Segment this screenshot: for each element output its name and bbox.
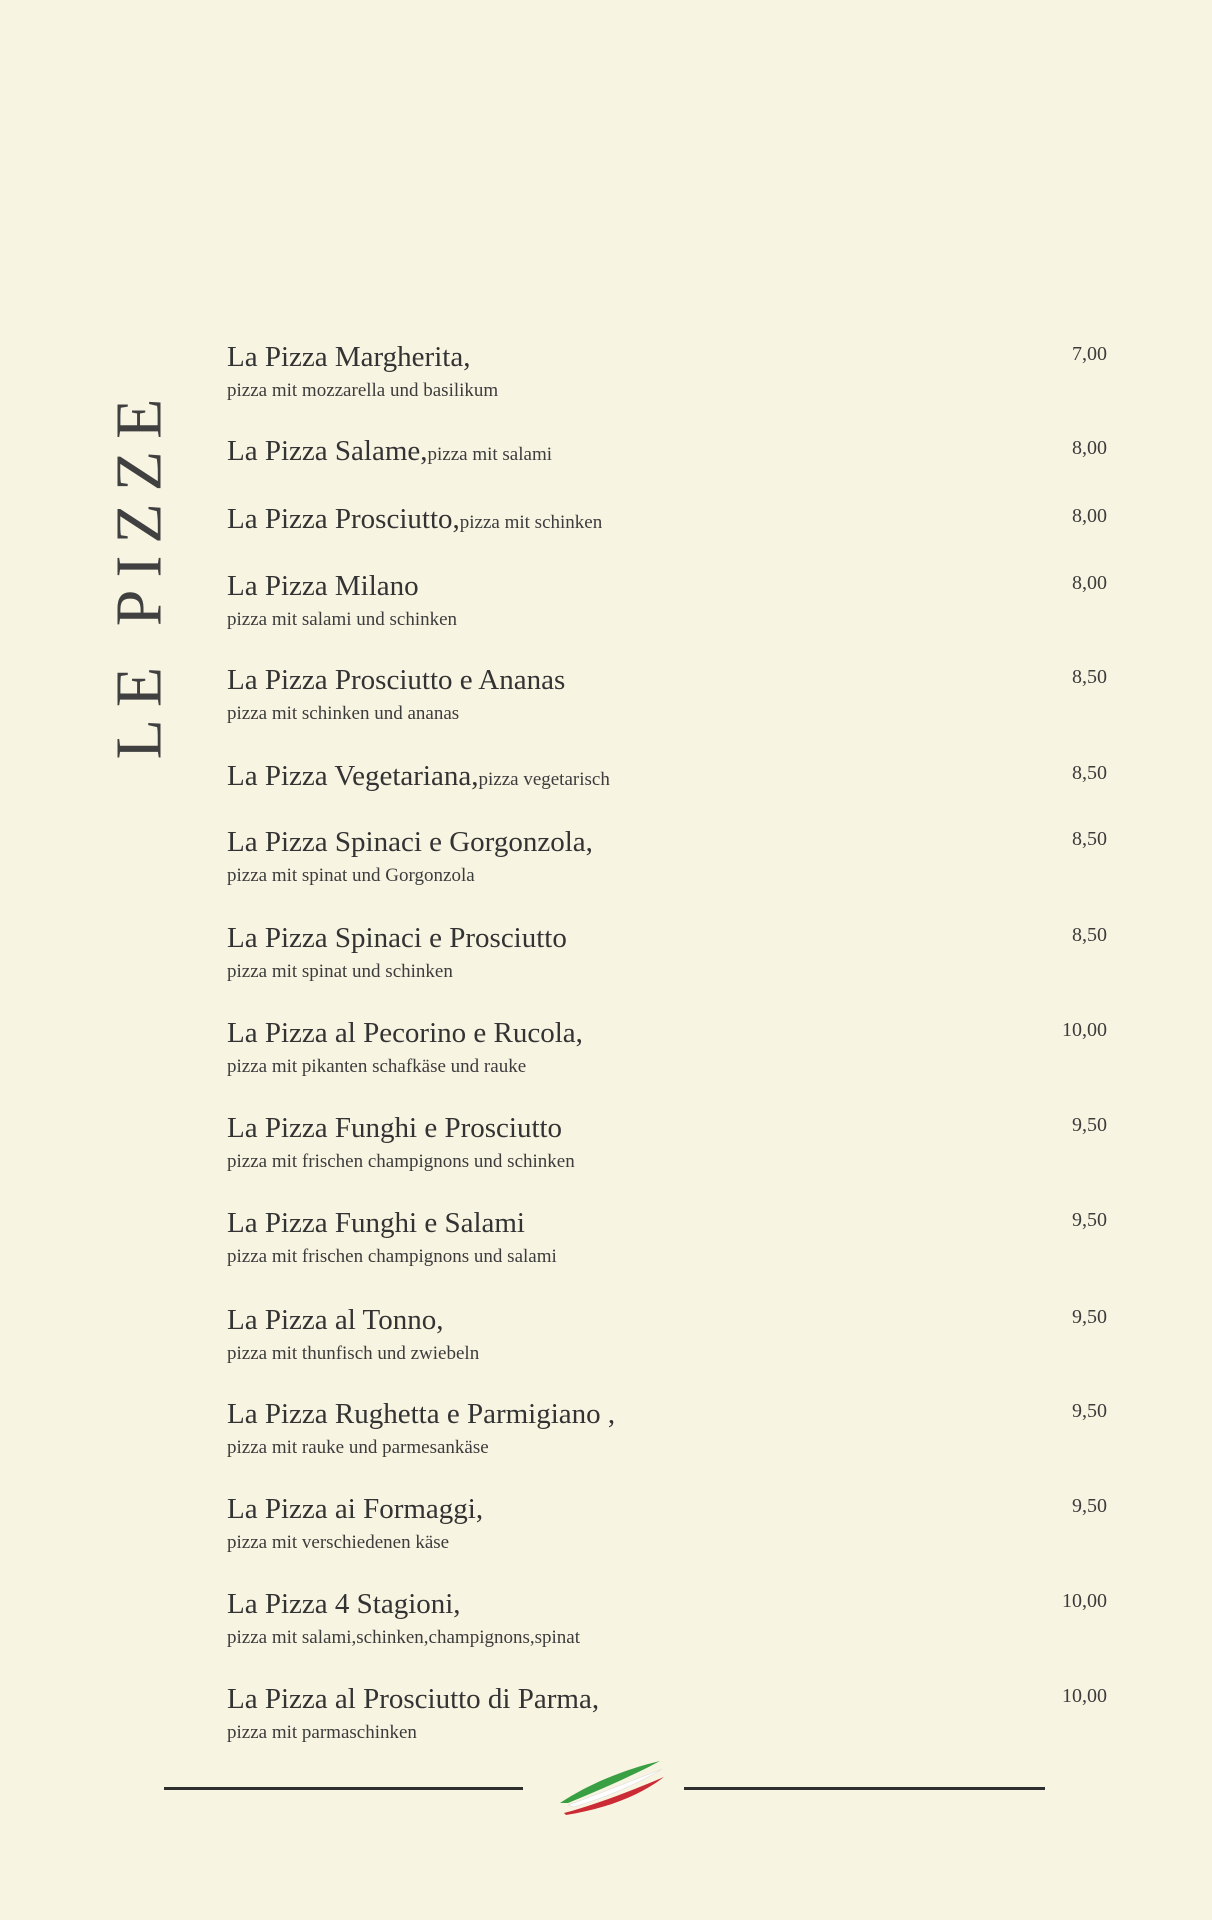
item-inline-desc: pizza mit schinken <box>459 512 603 533</box>
menu-item <box>227 1683 1107 1745</box>
item-name: La Pizza Prosciutto e Ananas <box>227 664 566 696</box>
menu-item <box>227 826 1107 888</box>
menu-item <box>227 1112 1107 1174</box>
item-name: La Pizza Salame,pizza mit salami <box>227 435 553 467</box>
item-name: La Pizza Prosciutto,pizza mit schinken <box>227 503 603 535</box>
item-price: 8,00 <box>1072 505 1107 527</box>
item-price: 10,00 <box>1062 1685 1107 1707</box>
item-description: pizza mit schinken und ananas <box>227 703 460 724</box>
item-description: pizza mit mozzarella und basilikum <box>227 380 499 401</box>
menu-item <box>227 760 1107 796</box>
item-price: 9,50 <box>1072 1495 1107 1517</box>
footer-divider-left <box>164 1787 523 1790</box>
item-name: La Pizza al Pecorino e Rucola, <box>227 1017 583 1049</box>
item-name: La Pizza Spinaci e Gorgonzola, <box>227 826 593 858</box>
item-name: La Pizza Rughetta e Parmigiano , <box>227 1398 616 1430</box>
menu-item <box>227 1588 1107 1650</box>
item-name: La Pizza 4 Stagioni, <box>227 1588 461 1620</box>
item-description: pizza mit frischen champignons und schinken <box>227 1151 575 1172</box>
item-name: La Pizza Spinaci e Prosciutto <box>227 922 567 954</box>
menu-item <box>227 1398 1107 1460</box>
section-title-text: LE PIZZE <box>102 386 176 759</box>
menu-item <box>227 570 1107 632</box>
item-description: pizza mit spinat und schinken <box>227 961 453 982</box>
item-description: pizza mit verschiedenen käse <box>227 1532 450 1553</box>
item-description: pizza mit frischen champignons und salami <box>227 1246 557 1267</box>
item-name: La Pizza Milano <box>227 570 419 602</box>
item-inline-desc: pizza vegetarisch <box>478 769 610 790</box>
menu-item <box>227 922 1107 984</box>
item-name: La Pizza ai Formaggi, <box>227 1493 484 1525</box>
menu-item <box>227 1017 1107 1079</box>
item-description: pizza mit salami,schinken,champignons,spinat <box>227 1627 581 1648</box>
item-description: pizza mit pikanten schafkäse und rauke <box>227 1056 527 1077</box>
item-price: 8,00 <box>1072 437 1107 459</box>
italian-flag-brushstroke-icon <box>556 1757 668 1817</box>
item-name: La Pizza Margherita, <box>227 341 471 373</box>
item-price: 9,50 <box>1072 1400 1107 1422</box>
item-name: La Pizza Vegetariana,pizza vegetarisch <box>227 760 610 792</box>
item-name: La Pizza Funghi e Salami <box>227 1207 525 1239</box>
item-price: 8,50 <box>1072 666 1107 688</box>
menu-item <box>227 341 1107 403</box>
item-inline-desc: pizza mit salami <box>427 444 553 465</box>
menu-item <box>227 503 1107 539</box>
item-description: pizza mit rauke und parmesankäse <box>227 1437 489 1458</box>
menu-item <box>227 1493 1107 1555</box>
item-price: 9,50 <box>1072 1114 1107 1136</box>
item-price: 8,50 <box>1072 762 1107 784</box>
item-description: pizza mit parmaschinken <box>227 1722 417 1743</box>
menu-item <box>227 664 1107 726</box>
menu-item <box>227 1304 1107 1366</box>
item-price: 9,50 <box>1072 1306 1107 1328</box>
item-price: 7,00 <box>1072 343 1107 365</box>
item-name: La Pizza Funghi e Prosciutto <box>227 1112 563 1144</box>
item-price: 9,50 <box>1072 1209 1107 1231</box>
item-price: 8,50 <box>1072 924 1107 946</box>
menu-item <box>227 435 1107 471</box>
item-price: 8,50 <box>1072 828 1107 850</box>
item-price: 10,00 <box>1062 1590 1107 1612</box>
section-title <box>102 335 176 810</box>
item-price: 10,00 <box>1062 1019 1107 1041</box>
item-name: La Pizza al Prosciutto di Parma, <box>227 1683 600 1715</box>
footer-divider-right <box>684 1787 1045 1790</box>
item-description: pizza mit thunfisch und zwiebeln <box>227 1343 480 1364</box>
item-price: 8,00 <box>1072 572 1107 594</box>
item-description: pizza mit spinat und Gorgonzola <box>227 865 475 886</box>
item-name: La Pizza al Tonno, <box>227 1304 444 1336</box>
item-description: pizza mit salami und schinken <box>227 609 458 630</box>
menu-item <box>227 1207 1107 1269</box>
